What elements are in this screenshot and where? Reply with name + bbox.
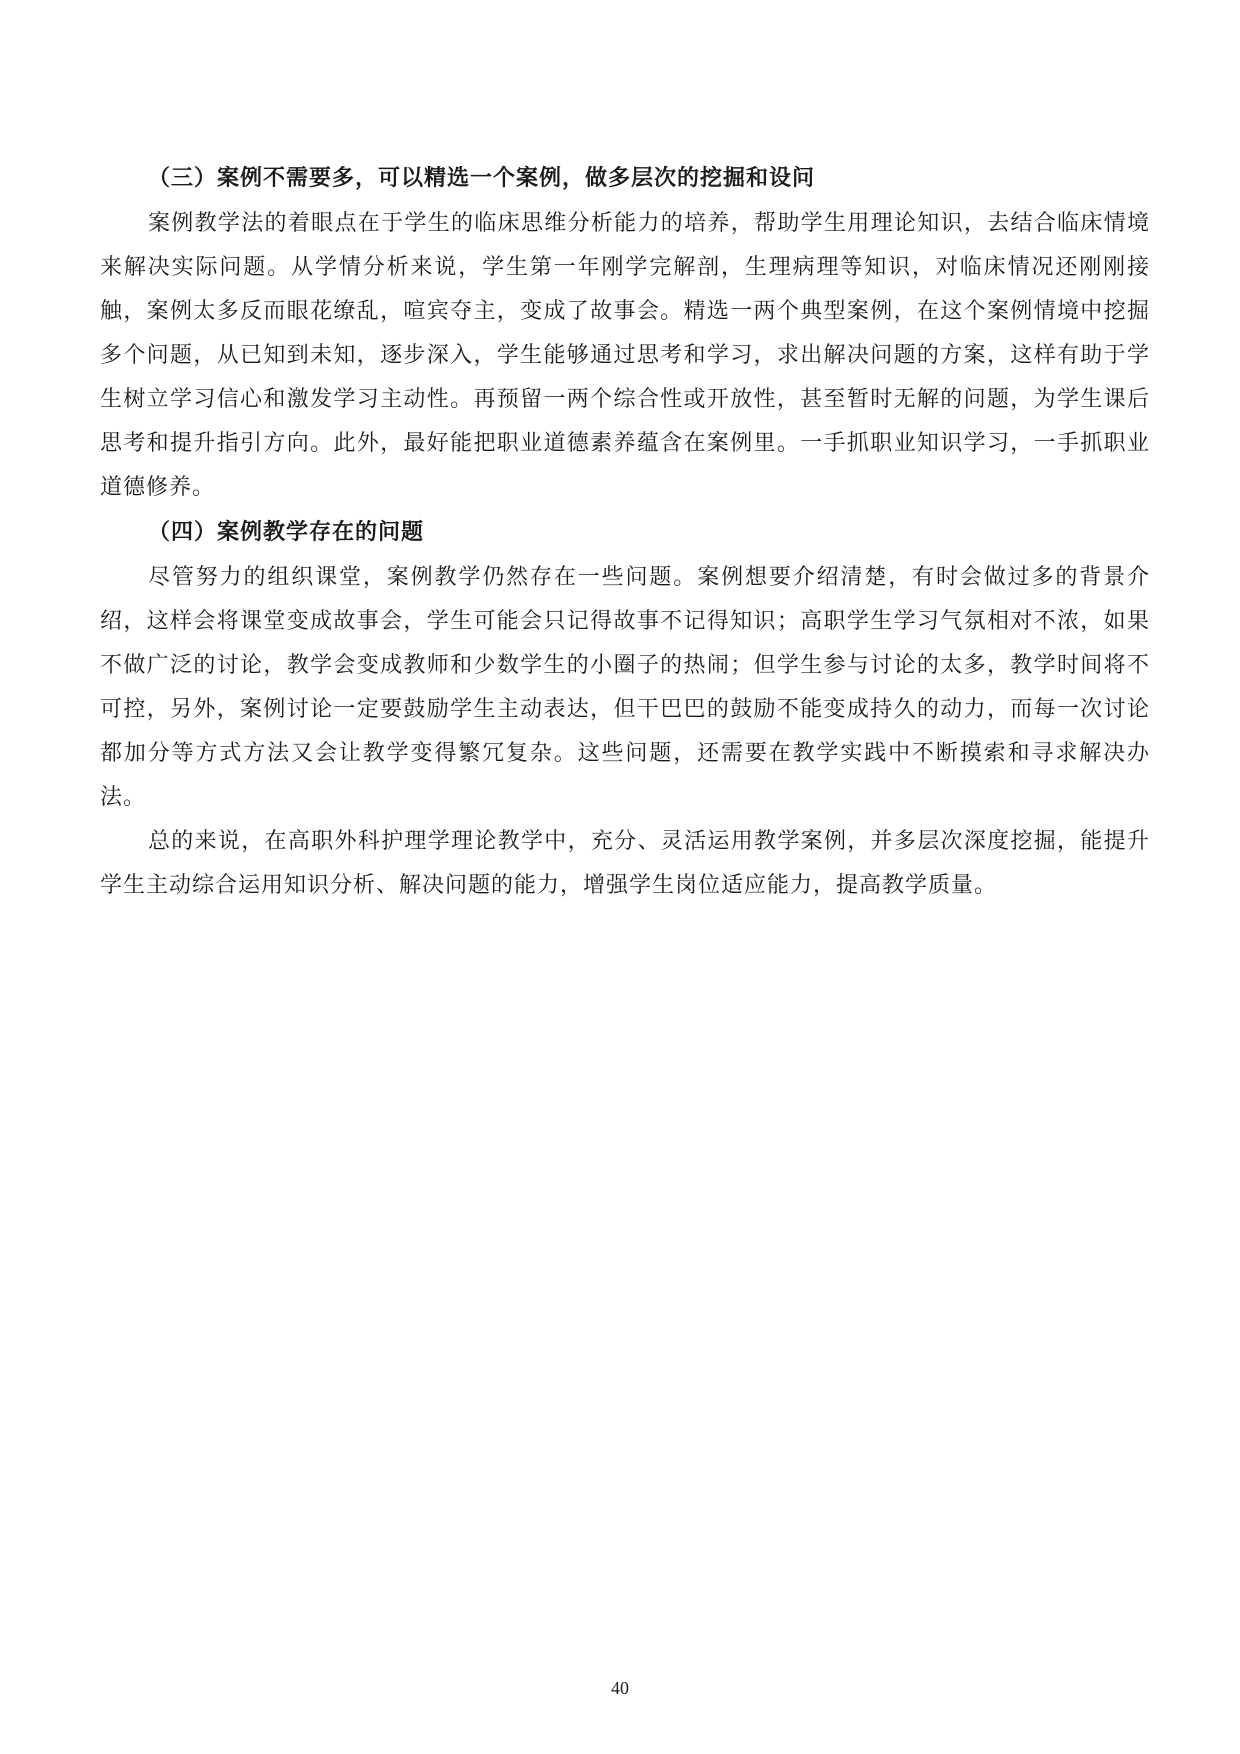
section-4 <box>100 514 1150 908</box>
body-paragraph: 案例教学法的着眼点在于学生的临床思维分析能力的培养，帮助学生用理论知识，去结合临床情境来解决实际问题。从学情分析来说，学生第一年刚学完解剖，生理病理等知识，对临床情况还刚刚接触，案例太多反而眼花缭乱，喧宾夺主，变成了故事会。精选一两个典型案例，在这个案例情境中挖掘多个问题，从已知到未知，逐步深入，学生能够通过思考和学习，求出解决问题的方案，这样有助于学生树立学习信心和激发学习主动性。再预留一两个综合性或开放性，甚至暂时无解的问题，为学生课后思考和提升指引方向。此外，最好能把职业道德素养蕴含在案例里。一手抓职业知识学习，一手抓职业道德修养。 <box>100 211 1150 500</box>
section-heading: （三）案例不需要多，可以精选一个案例，做多层次的挖掘和设问 <box>148 166 816 191</box>
section-3 <box>100 160 1150 510</box>
document-body <box>100 160 1150 912</box>
page-number: 40 <box>611 1678 629 1698</box>
conclusion-paragraph: 总的来说，在高职外科护理学理论教学中，充分、灵活运用教学案例，并多层次深度挖掘，能提升学生主动综合运用知识分析、解决问题的能力，增强学生岗位适应能力，提高教学质量。 <box>100 829 1150 898</box>
section-heading: （四）案例教学存在的问题 <box>148 520 425 545</box>
body-paragraph: 尽管努力的组织课堂，案例教学仍然存在一些问题。案例想要介绍清楚，有时会做过多的背景介绍，这样会将课堂变成故事会，学生可能会只记得故事不记得知识；高职学生学习气氛相对不浓，如果不做广泛的讨论，教学会变成教师和少数学生的小圈子的热闹；但学生参与讨论的太多，教学时间将不可控，另外，案例讨论一定要鼓励学生主动表达，但干巴巴的鼓励不能变成持久的动力，而每一次讨论都加分等方式方法又会让教学变得繁冗复杂。这些问题，还需要在教学实践中不断摸索和寻求解决办法。 <box>100 565 1150 810</box>
